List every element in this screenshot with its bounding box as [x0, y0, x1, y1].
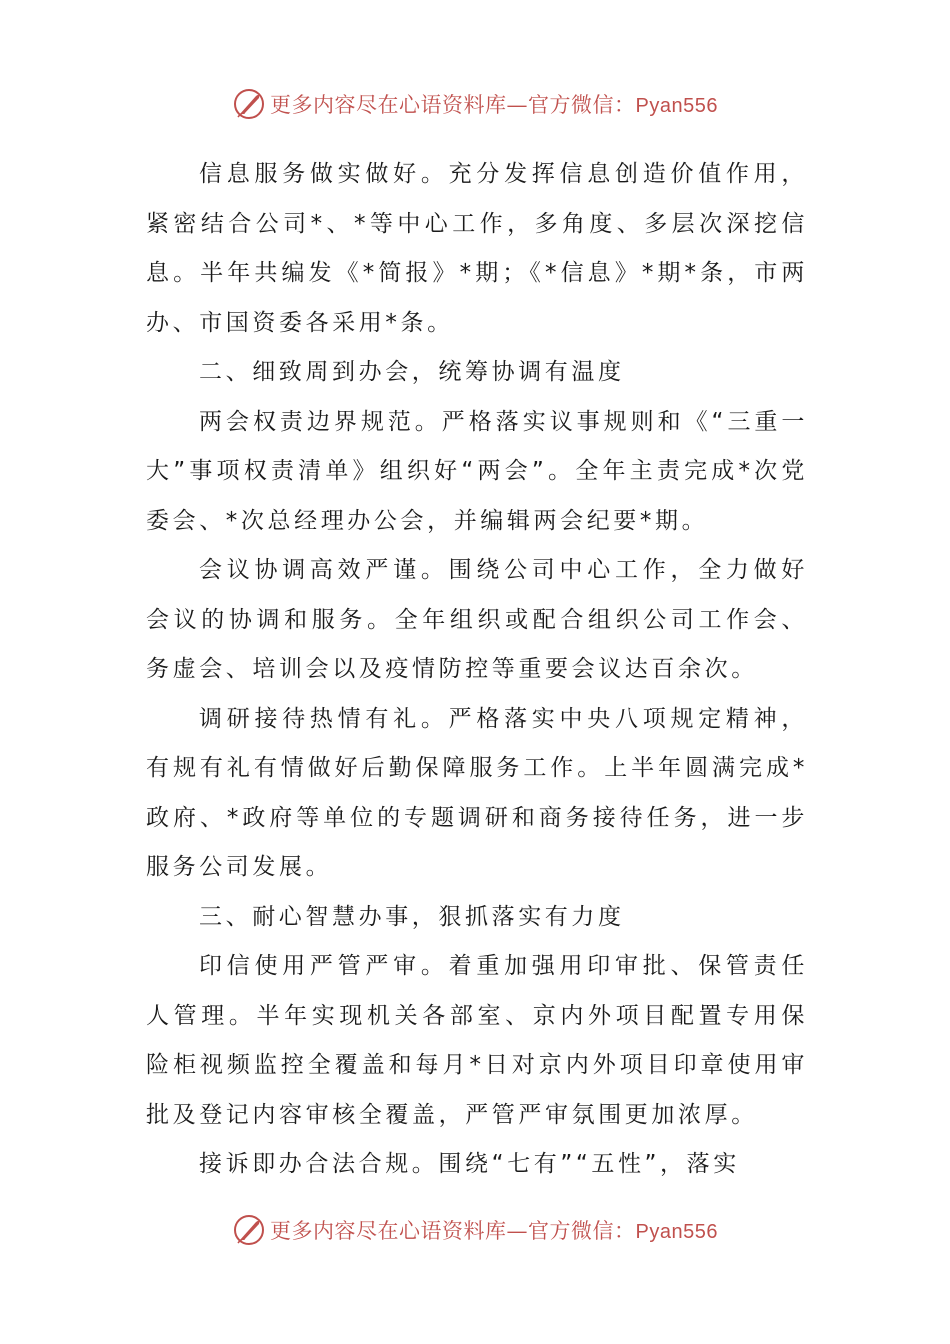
section-heading-3: 三、耐心智慧办事，狠抓落实有力度 — [199, 903, 625, 930]
document-body — [146, 150, 808, 1190]
paragraph-seal-management: 印信使用严管严审。着重加强用印审批、保管责任人管理。半年实现机关各部室、京内外项目配置专用保险柜视频监控全覆盖和每月*日对京内外项目印章使用审批及登记内容审核全覆盖，严管严审氛围更加浓厚。 — [146, 953, 808, 1128]
quill-pen-logo-icon — [232, 87, 266, 121]
footer-banner-text: 更多内容尽在心语资料库—官方微信：Pyan556 — [270, 1219, 718, 1243]
header-watermark-banner — [0, 84, 950, 124]
paragraph-reception: 调研接待热情有礼。严格落实中央八项规定精神，有规有礼有情做好后勤保障服务工作。上半年圆满完成*政府、*政府等单位的专题调研和商务接待任务，进一步服务公司发展。 — [146, 705, 808, 880]
paragraph-meeting-coordination: 会议协调高效严谨。围绕公司中心工作，全力做好会议的协调和服务。全年组织或配合组织公司工作会、务虚会、培训会以及疫情防控等重要会议达百余次。 — [146, 557, 808, 682]
paragraph-complaint-handling: 接诉即办合法合规。围绕“七有”“五性”，落实 — [199, 1151, 740, 1177]
header-banner-text: 更多内容尽在心语资料库—官方微信：Pyan556 — [270, 93, 718, 117]
paragraph-info-service: 信息服务做实做好。充分发挥信息创造价值作用，紧密结合公司*、*等中心工作，多角度、多层次深挖信息。半年共编发《*简报》*期；《*信息》*期*条，市两办、市国资委各采用*条。 — [146, 161, 808, 336]
header-banner-handle: Pyan556 — [635, 95, 718, 117]
section-heading-2: 二、细致周到办会，统筹协调有温度 — [199, 359, 625, 385]
quill-pen-logo-icon — [232, 1213, 266, 1247]
footer-banner-handle: Pyan556 — [635, 1221, 718, 1243]
footer-watermark-banner — [0, 1210, 950, 1250]
paragraph-two-meetings: 两会权责边界规范。严格落实议事规则和《“三重一大”事项权责清单》组织好“两会”。全年主责完成*次党委会、*次总经理办公会，并编辑两会纪要*期。 — [146, 408, 808, 534]
